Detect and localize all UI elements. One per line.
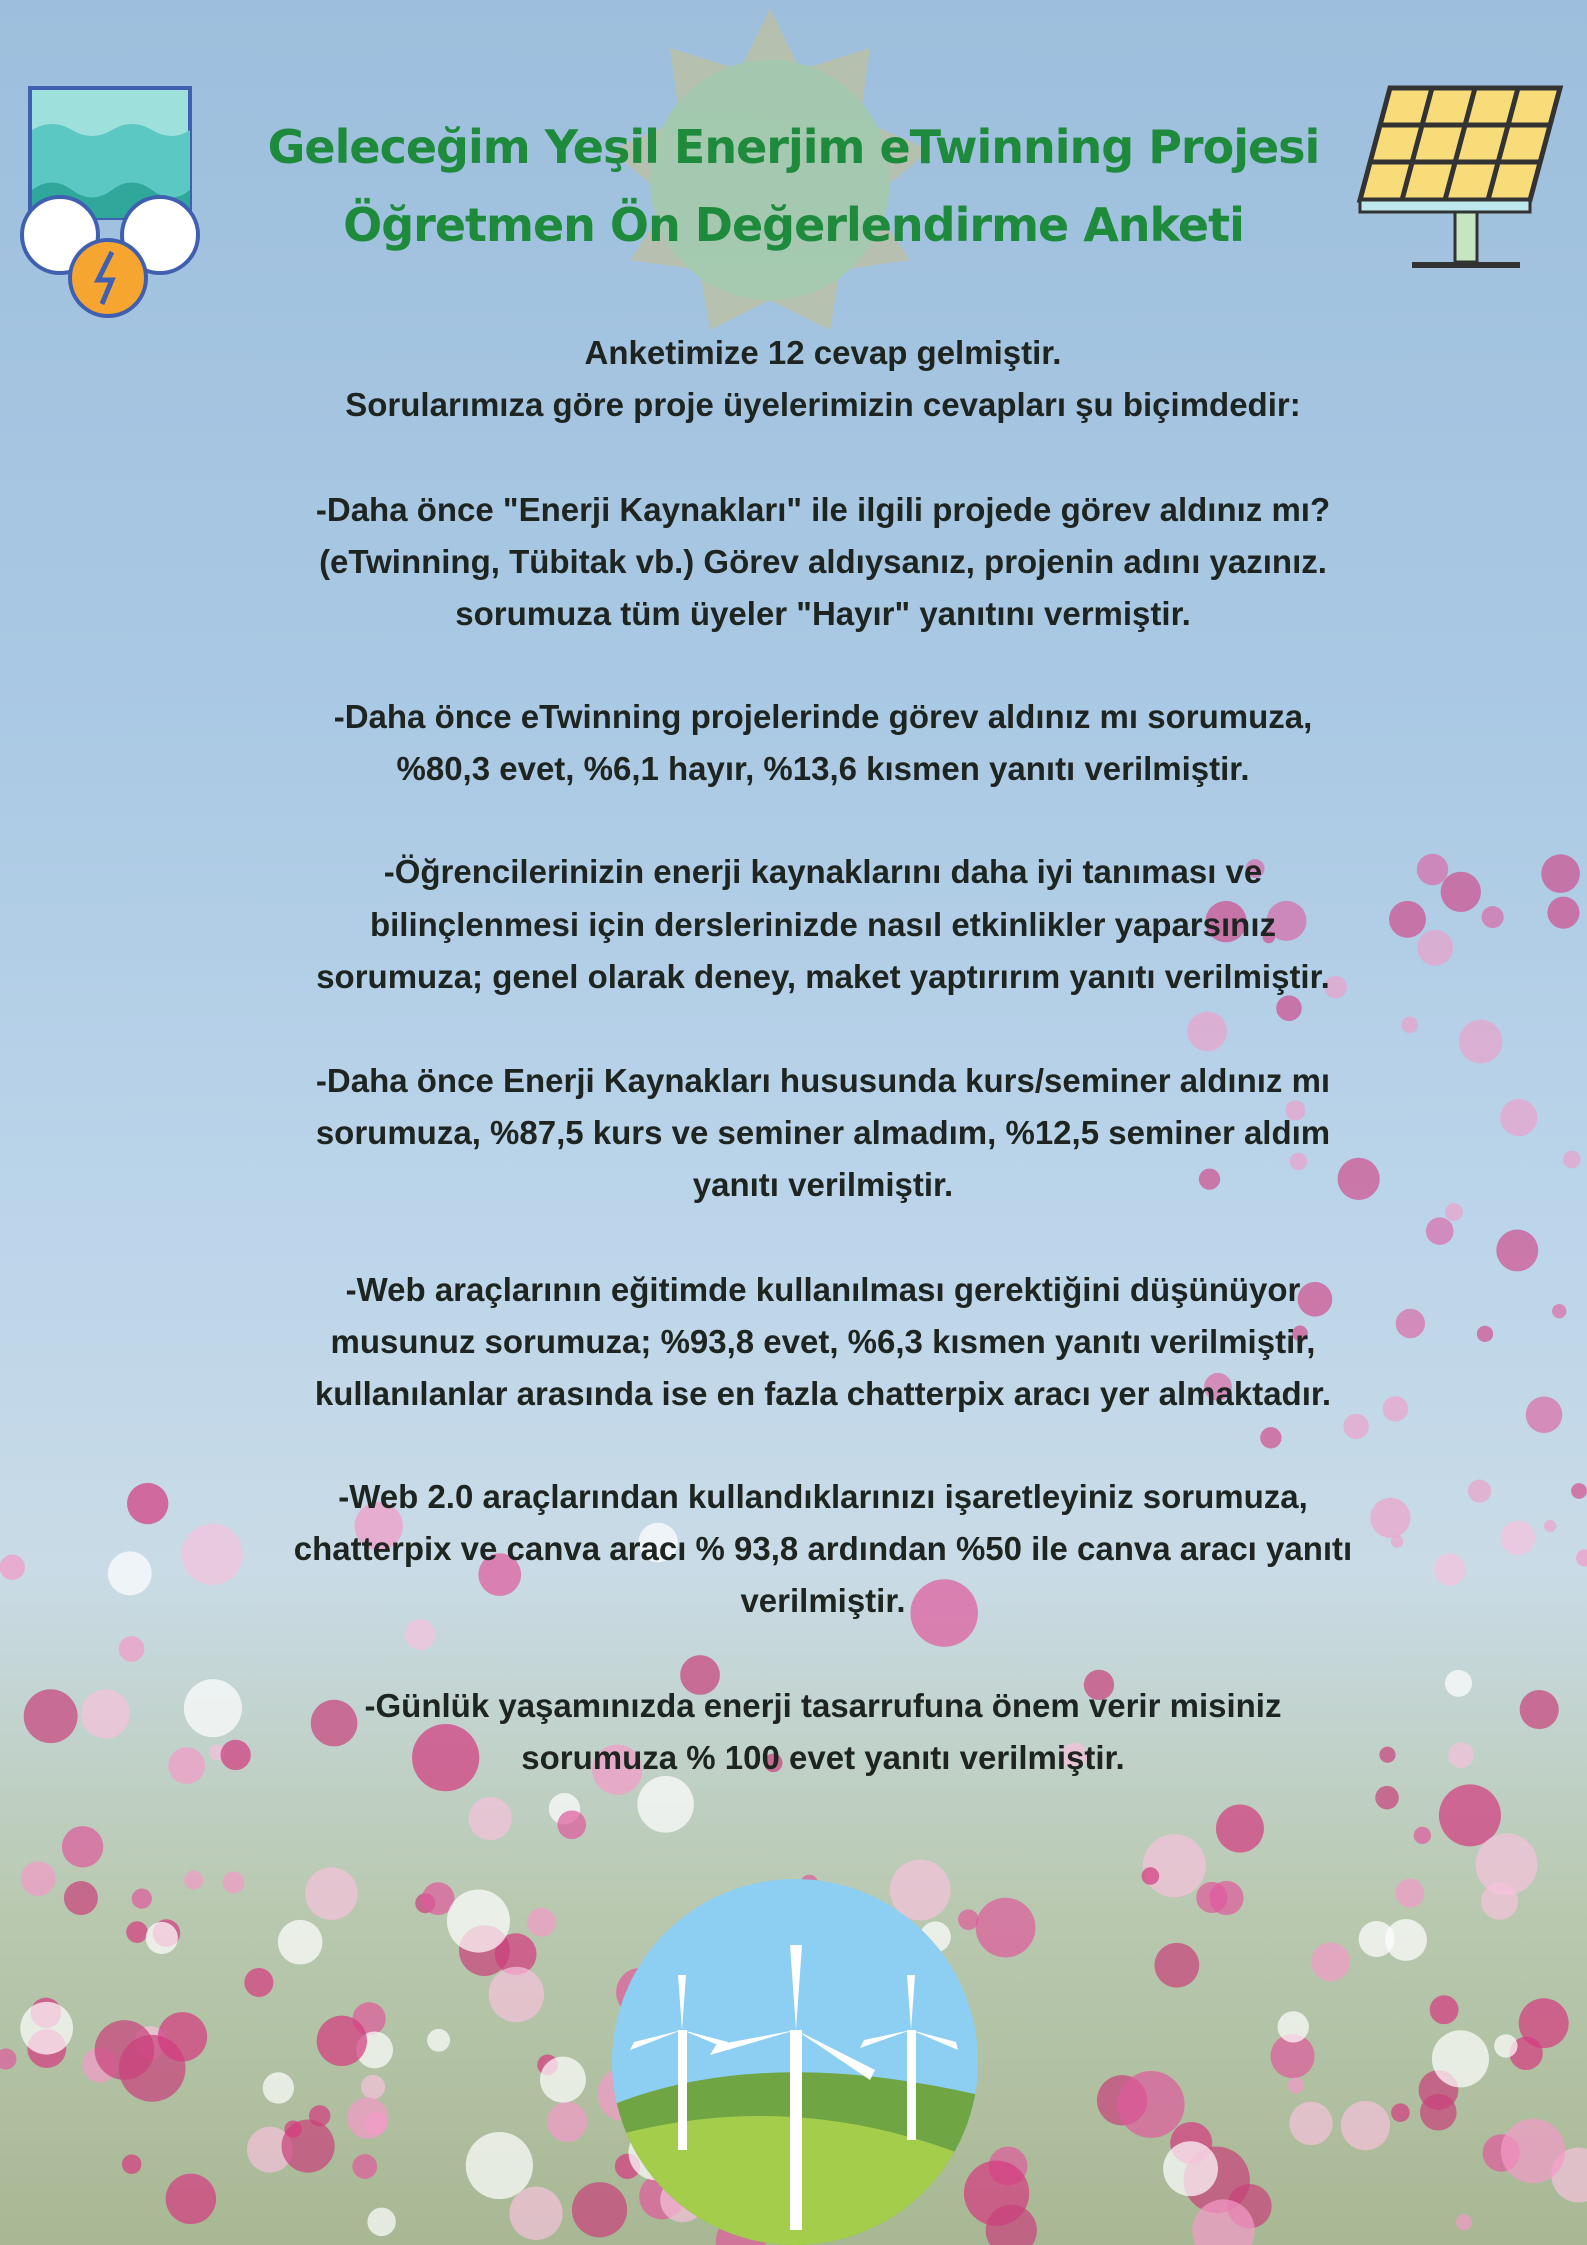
flower xyxy=(64,1881,98,1915)
intro-line: Sorularımıza göre proje üyelerimizin cevapları şu biçimdedir: xyxy=(345,386,1301,423)
flower xyxy=(1445,1203,1463,1221)
flower xyxy=(509,2187,562,2240)
question-result-line: -Günlük yaşamınızda enerji tasarrufuna önem verir misiniz xyxy=(364,1687,1282,1724)
flower xyxy=(1501,2119,1565,2183)
flower xyxy=(1456,2214,1472,2230)
flower xyxy=(1216,1805,1264,1853)
question-result-line: %80,3 evet, %6,1 hayır, %13,6 kısmen yanıtı verilmiştir. xyxy=(396,750,1250,787)
flower xyxy=(572,2182,627,2237)
flower xyxy=(278,1920,323,1965)
flower xyxy=(1552,1304,1566,1318)
flower xyxy=(132,1888,152,1908)
question-result-line: -Daha önce Enerji Kaynakları hususunda kurs/seminer aldınız mı xyxy=(315,1062,1331,1099)
flower xyxy=(1481,1883,1518,1920)
flower xyxy=(361,2075,385,2099)
flower xyxy=(317,2016,367,2066)
flower xyxy=(1432,2030,1489,2087)
flower xyxy=(1276,995,1302,1021)
flower xyxy=(1311,1942,1350,1981)
intro-line: Anketimize 12 cevap gelmiştir. xyxy=(584,334,1062,371)
flower xyxy=(126,1921,148,1943)
flower xyxy=(263,2072,294,2103)
flower xyxy=(1414,1827,1431,1844)
flower xyxy=(1571,1483,1587,1499)
question-result-line: yanıtı verilmiştir. xyxy=(692,1166,954,1203)
question-result-line: chatterpix ve canva aracı % 93,8 ardından %50 ile canva aracı yanıtı xyxy=(293,1530,1353,1567)
flower xyxy=(540,2057,586,2103)
question-result-line: (eTwinning, Tübitak vb.) Görev aldıysanız, projenin adını yazınız. xyxy=(319,543,1327,580)
question-result-line: bilinçlenmesi için derslerinizde nasıl etkinlikler yaparsınız xyxy=(369,906,1277,943)
question-result-line: -Öğrencilerinizin enerji kaynaklarını daha iyi tanıması ve xyxy=(383,853,1263,890)
question-result-line: -Daha önce eTwinning projelerinde görev aldınız mı sorumuza, xyxy=(333,698,1313,735)
flower xyxy=(489,1967,544,2022)
flower xyxy=(557,1810,586,1839)
flower xyxy=(469,1797,512,1840)
question-result-line: -Web araçlarının eğitimde kullanılması gerektiğini düşünüyor xyxy=(345,1271,1301,1308)
flower xyxy=(20,2002,73,2055)
flower xyxy=(1576,1549,1587,1566)
question-result-line: -Web 2.0 araçlarından kullandıklarınızı işaretleyiniz sorumuza, xyxy=(338,1478,1308,1515)
flower xyxy=(24,1689,78,1743)
flower xyxy=(1196,1882,1227,1913)
question-result-line: sorumuza tüm üyeler "Hayır" yanıtını vermiştir. xyxy=(455,595,1191,632)
flower xyxy=(1459,1020,1503,1064)
flower xyxy=(1420,2094,1457,2131)
flower xyxy=(146,1922,178,1954)
flower xyxy=(223,1871,245,1893)
flower xyxy=(1496,1229,1538,1271)
flower xyxy=(447,1889,510,1952)
flower xyxy=(1395,1879,1424,1908)
flower xyxy=(0,2048,16,2069)
flower xyxy=(1547,897,1579,929)
flower xyxy=(305,1867,358,1920)
flower xyxy=(958,1909,979,1930)
question-result-line: verilmiştir. xyxy=(740,1582,906,1619)
flower xyxy=(976,1898,1036,1958)
flower xyxy=(244,1968,273,1997)
flower xyxy=(184,1871,203,1890)
flower xyxy=(122,2154,142,2174)
flower xyxy=(21,1861,56,1896)
flower xyxy=(1142,1867,1160,1885)
flower xyxy=(1143,1834,1206,1897)
title-line-1: Geleceğim Yeşil Enerjim eTwinning Projesi xyxy=(267,120,1320,174)
question-result-line: kullanılanlar arasında ise en fazla chatterpix aracı yer almaktadır. xyxy=(314,1375,1332,1412)
flower xyxy=(1494,2034,1517,2057)
flower xyxy=(1278,2011,1309,2042)
flower xyxy=(890,1860,951,1921)
flower xyxy=(405,1619,436,1650)
flower xyxy=(1260,1427,1281,1448)
flower xyxy=(1359,1921,1395,1957)
flower xyxy=(1375,1786,1399,1810)
flower xyxy=(1541,854,1580,893)
flower xyxy=(158,2012,207,2061)
flower xyxy=(1563,1151,1581,1169)
flower xyxy=(166,2174,216,2224)
flower xyxy=(1289,2102,1332,2145)
flower xyxy=(1401,1016,1418,1033)
flower xyxy=(1426,1217,1454,1245)
flower xyxy=(1391,2103,1410,2122)
flower xyxy=(352,2154,377,2179)
question-result-line: -Daha önce "Enerji Kaynakları" ile ilgili projede görev aldınız mı? xyxy=(315,491,1331,528)
question-result-line: musunuz sorumuza; %93,8 evet, %6,3 kısmen yanıtı verilmiştir, xyxy=(330,1323,1316,1360)
flower xyxy=(547,2102,587,2142)
flower xyxy=(0,1555,25,1580)
flower xyxy=(1163,2141,1218,2196)
flower xyxy=(1430,1995,1459,2024)
flower xyxy=(1343,1414,1369,1440)
flower xyxy=(1154,1943,1199,1988)
flower xyxy=(119,1636,145,1662)
flower xyxy=(427,2029,450,2052)
flower xyxy=(347,2097,389,2139)
flower xyxy=(637,1776,694,1833)
flower xyxy=(466,2132,533,2199)
flower xyxy=(1118,2071,1185,2138)
question-result-line: sorumuza % 100 evet yanıtı verilmiştir. xyxy=(521,1739,1125,1776)
question-result-line: sorumuza, %87,5 kurs ve seminer almadım, %12,5 seminer aldım xyxy=(315,1114,1331,1151)
title-line-2: Öğretmen Ön Değerlendirme Anketi xyxy=(343,198,1244,252)
flower xyxy=(1341,2101,1390,2150)
flower xyxy=(1439,1784,1501,1846)
flower xyxy=(284,2121,301,2138)
question-result-line: sorumuza; genel olarak deney, maket yaptırırım yanıtı verilmiştir. xyxy=(316,958,1330,995)
flower xyxy=(367,2208,395,2236)
flower xyxy=(1288,2077,1304,2093)
flower xyxy=(1187,1012,1227,1052)
flower xyxy=(62,1826,103,1867)
flower xyxy=(527,1908,556,1937)
